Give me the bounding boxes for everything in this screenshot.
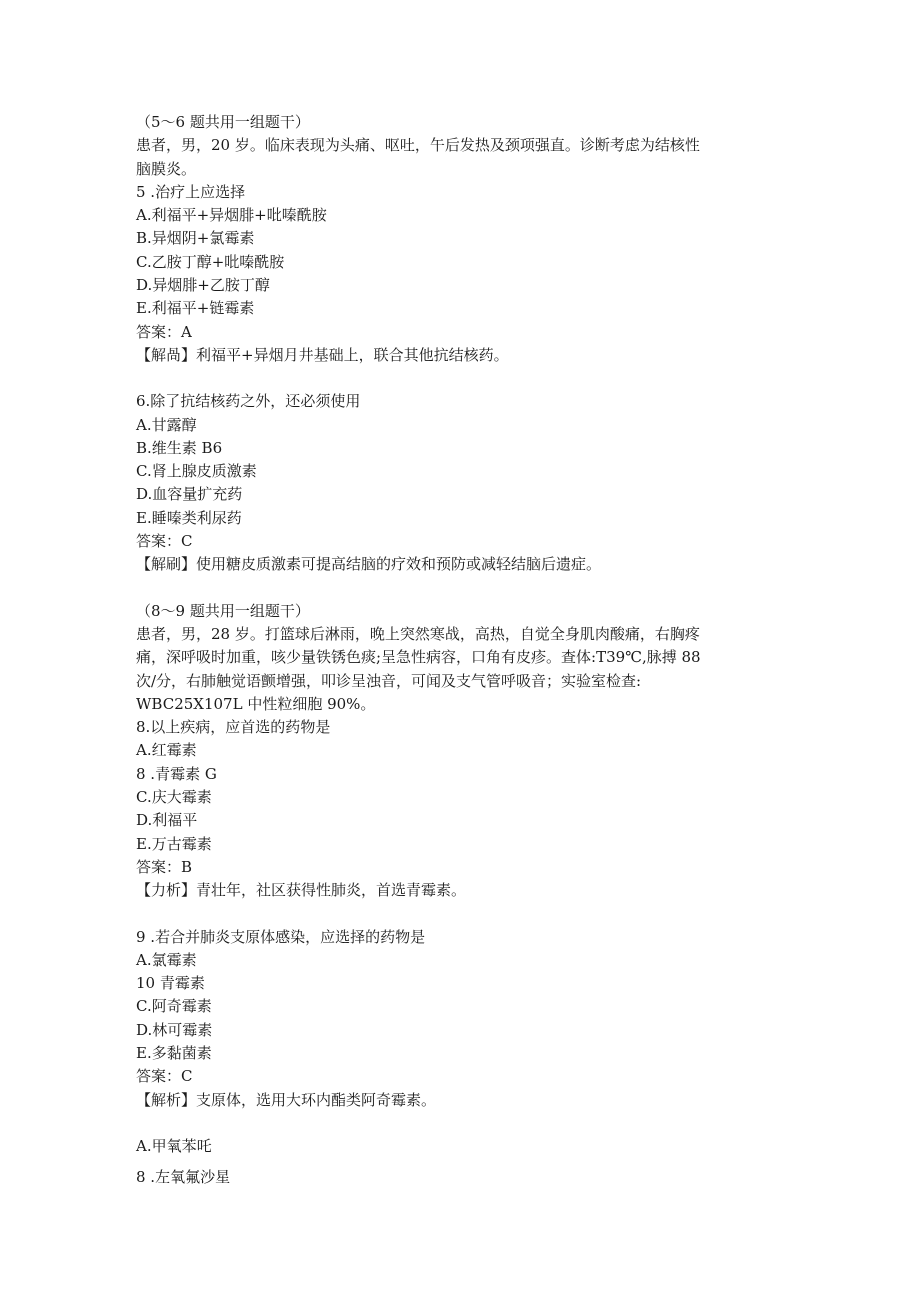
document-page <box>136 111 786 1189</box>
spacer <box>136 903 786 926</box>
case-stem-line: 脑膜炎。 <box>136 159 197 178</box>
explanation-6: 【解刷】使用糖皮质激素可提高结脑的疗效和预防或减轻结脑后遗症。 <box>136 555 602 574</box>
answer-9: 答案：C <box>136 1067 193 1086</box>
question-8: 8.以上疾病，应首选的药物是 <box>136 718 331 737</box>
option-6c: C.肾上腺皮质激素 <box>136 462 257 481</box>
explanation-5: 【解咼】利福平+异烟月井基础上，联合其他抗结核药。 <box>136 345 509 364</box>
option-9d: D.林可霉素 <box>136 1020 213 1039</box>
option-8b: 8 .青霉素 G <box>136 764 217 783</box>
option-6b: B.维生素 B6 <box>136 438 223 457</box>
question-6: 6.除了抗结核药之外，还必须使用 <box>136 392 361 411</box>
question-9: 9 .若合并肺炎支原体感染，应选择的药物是 <box>136 927 426 946</box>
option-6e: E.睡嗪类利尿药 <box>136 508 242 527</box>
answer-6: 答案：C <box>136 532 193 551</box>
option-8e: E.万古霉素 <box>136 834 212 853</box>
answer-5: 答案：A <box>136 322 192 341</box>
explanation-9: 【解析】支原体，选用大环内酯类阿奇霉素。 <box>136 1090 437 1109</box>
trailing-option-a: A.甲氧苯吒 <box>136 1136 212 1155</box>
case-stem-line: WBC25X107L 中性粒细胞 90%。 <box>136 694 376 713</box>
case-stem-line: 痛，深呼吸时加重，咳少量铁锈色痰;呈急性病容，口角有皮疹。查体:T39℃,脉搏 88 <box>136 648 701 667</box>
spacer <box>136 367 786 390</box>
option-6a: A.甘露醇 <box>136 415 197 434</box>
explanation-8: 【力析】青壮年，社区获得性肺炎，首选青霉素。 <box>136 881 467 900</box>
spacer <box>136 1112 786 1135</box>
case-stem-line: 次/分，右肺触觉语颤增强，叩诊呈浊音，可闻及支气管呼吸音；实验室检查: <box>136 671 642 690</box>
option-5c: C.乙胺丁醇+吡嗪酰胺 <box>136 252 285 271</box>
spacer <box>136 1158 786 1166</box>
option-8d: D.利福平 <box>136 811 198 830</box>
option-6d: D.血容量扩充药 <box>136 485 243 504</box>
group-header-8-9: （8～9 题共用一组题干） <box>136 601 310 620</box>
group-header-5-6: （5～6 题共用一组题干） <box>136 113 310 131</box>
answer-8: 答案：B <box>136 857 193 876</box>
case-stem-line: 患者，男，20 岁。临床表现为头痛、呕吐，午后发热及颈项强直。诊断考虑为结核性 <box>136 136 700 155</box>
option-8c: C.庆大霉素 <box>136 788 212 807</box>
case-stem-line: 患者，男，28 岁。打篮球后淋雨，晚上突然寒战，高热，自觉全身肌肉酸痛，右胸疼 <box>136 624 700 643</box>
trailing-option-8: 8 .左氧氟沙星 <box>136 1168 231 1187</box>
option-5a: A.利福平+异烟腓+吡嗪酰胺 <box>136 206 327 225</box>
option-5e: E.利福平+链霉素 <box>136 299 255 318</box>
option-9c: C.阿奇霉素 <box>136 997 212 1016</box>
option-9e: E.多黏菌素 <box>136 1043 212 1062</box>
spacer <box>136 577 786 600</box>
option-9b: 10 青霉素 <box>136 974 205 993</box>
question-5: 5 .治疗上应选择 <box>136 182 246 201</box>
option-9a: A.氯霉素 <box>136 950 197 969</box>
option-5b: B.异烟阴+氯霉素 <box>136 229 255 248</box>
option-8a: A.红霉素 <box>136 741 197 760</box>
option-5d: D.异烟腓+乙胺丁醇 <box>136 276 270 295</box>
